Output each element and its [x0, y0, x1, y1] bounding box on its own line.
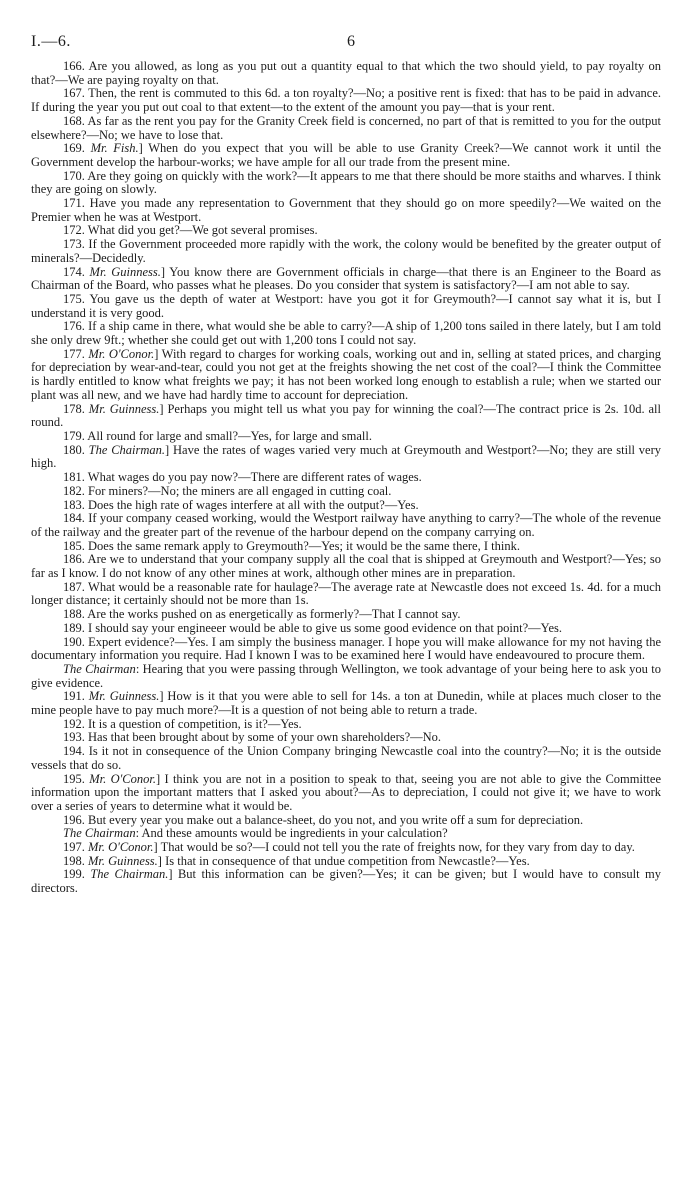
testimony-paragraph — [31, 553, 661, 580]
paragraph-text: 186. Are we to understand that your company supply all the coal that is shipped at Greymouth and Westport?—Yes; so far as I know. I do not know of any other mines at work, although other mines are in preparation. — [31, 552, 661, 581]
testimony-paragraph — [31, 224, 661, 238]
speaker-name: Mr. Guinness. — [88, 689, 160, 704]
testimony-paragraph — [31, 430, 661, 444]
page-number: 6 — [347, 33, 355, 50]
testimony-paragraph — [31, 608, 661, 622]
paragraph-text: ] But this information can be given?—Yes; it can be given; but I would have to consult my directors. — [31, 867, 662, 896]
paragraph-text: ] How is it that you were able to sell for 14s. a ton at Dunedin, while at places much closer to the mine people have to pay much more?—It is a question of not being able to return a trade. — [31, 689, 661, 718]
testimony-paragraph — [31, 238, 661, 265]
paragraph-text: 175. You gave us the depth of water at Westport: have you got it for Greymouth?—I cannot say what it is, but I understand it is very good. — [31, 291, 661, 320]
speaker-name: Mr. Fish. — [90, 141, 139, 156]
paragraph-text: 190. Expert evidence?—Yes. I am simply the business manager. I hope you will make allowance for my not having the documentary information you require. Had I known I was to be examined here I would have endeavoured to procure them. — [31, 634, 661, 663]
testimony-paragraph — [31, 855, 661, 869]
testimony-paragraph — [31, 320, 661, 347]
paragraph-text: 176. If a ship came in there, what would she be able to carry?—A ship of 1,200 tons sailed in there lately, but I am told she only drew 9ft.; whether she could get out with 1,200 tons I could not say. — [31, 319, 661, 348]
paragraph-text: ] With regard to charges for working coals, working out and in, selling at stated prices, and charging for depreciation by wear-and-tear, could you not get at the freights showing the net cost of the coal?—I think the Committee is hardly entitled to know what freights we pay; it has not been worked long enough to establish a rule; when we started our plant was all new, and we have had hardly time to account for depreciation. — [31, 346, 661, 402]
testimony-paragraph — [31, 663, 661, 690]
testimony-body — [31, 60, 661, 896]
testimony-paragraph — [31, 827, 661, 841]
paragraph-text: ] You know there are Government officials in charge—that there is an Engineer to the Board as Chairman of the Board, who passes what he pleases. Do you consider that system is satisfactory?—I am not able to say. — [31, 264, 661, 293]
testimony-paragraph — [31, 636, 661, 663]
testimony-paragraph — [31, 170, 661, 197]
testimony-paragraph — [31, 485, 661, 499]
paragraph-text: : Hearing that you were passing through Wellington, we took advantage of your being here to ask you to give evidence. — [31, 661, 662, 690]
paragraph-text: 172. What did you get?—We got several promises. — [63, 223, 318, 238]
paragraph-text: 168. As far as the rent you pay for the Granity Creek field is concerned, no part of that is remitted to you for the output elsewhere?—No; we have to lose that. — [31, 113, 661, 142]
question-number: 178. — [63, 401, 89, 416]
paragraph-text: 170. Are they going on quickly with the work?—It appears to me that there should be more staiths and wharves. I think they are going on slowly. — [31, 168, 661, 197]
testimony-paragraph — [31, 841, 661, 855]
testimony-paragraph — [31, 348, 661, 403]
paragraph-text: 193. Has that been brought about by some of your own shareholders?—No. — [63, 730, 442, 745]
paragraph-text: 181. What wages do you pay now?—There are different rates of wages. — [63, 470, 422, 485]
paragraph-text: 187. What would be a reasonable rate for haulage?—The average rate at Newcastle does not exceed 1s. 4d. for a much longer distance; it certainly should not be more than 1s. — [31, 579, 661, 608]
paragraph-text: 192. It is a question of competition, is it?—Yes. — [63, 716, 302, 731]
paragraph-text: ] Have the rates of wages varied very much at Greymouth and Westport?—No; they are still very high. — [31, 442, 662, 471]
testimony-paragraph — [31, 731, 661, 745]
paragraph-text: 173. If the Government proceeded more rapidly with the work, the colony would be benefited by the greater output of minerals?—Decidedly. — [31, 237, 661, 265]
question-number: 199. — [63, 867, 91, 882]
testimony-paragraph — [31, 471, 661, 485]
question-number: 191. — [63, 689, 89, 704]
testimony-paragraph — [31, 690, 661, 717]
paragraph-text: ] When do you expect that you will be able to use Granity Creek?—We cannot work it until the Government develop the harbour-works; we have ample for all our trade from the present mine. — [31, 141, 661, 169]
testimony-paragraph — [31, 814, 661, 828]
paragraph-text: 196. But every year you make out a balance-sheet, do you not, and you write off a sum for depreciation. — [63, 812, 584, 827]
paragraph-text: : And these amounts would be ingredients in your calculation? — [135, 826, 448, 841]
paragraph-text: ] That would be so?—I could not tell you the rate of freights now, for they vary from day to day. — [153, 840, 635, 855]
testimony-paragraph — [31, 115, 661, 142]
testimony-paragraph — [31, 197, 661, 224]
testimony-paragraph — [31, 773, 661, 814]
paragraph-text: 167. Then, the rent is commuted to this 6d. a ton royalty?—No; a positive rent is fixed: that has to be paid in advance. If during the year you put out coal to that extent—to the extent of the amount you pay—that is your rent. — [31, 86, 661, 115]
page-header — [31, 30, 661, 60]
testimony-paragraph — [31, 622, 661, 636]
testimony-paragraph — [31, 60, 661, 87]
paragraph-text: 179. All round for large and small?—Yes, for large and small. — [63, 428, 372, 443]
paragraph-text: ] Perhaps you might tell us what you pay for winning the coal?—The contract price is 2s. 10d. all round. — [31, 401, 662, 430]
testimony-paragraph — [31, 581, 661, 608]
paragraph-text: ] I think you are not in a position to speak to that, seeing you are not able to give the Committee information upon the important matters that I asked you about?—As to depreciation, I could not give it; we have to work over a series of years to determine what it would be. — [31, 771, 662, 813]
testimony-paragraph — [31, 512, 661, 539]
speaker-name: Mr. O'Conor. — [88, 346, 155, 361]
speaker-name: The Chairman. — [88, 442, 166, 457]
speaker-name: Mr. O'Conor. — [89, 771, 156, 786]
question-number: 174. — [63, 264, 90, 279]
question-number: 195. — [63, 771, 90, 786]
speaker-name: Mr. Guinness. — [88, 853, 158, 868]
question-number: 169. — [63, 141, 91, 156]
paragraph-text: 182. For miners?—No; the miners are all engaged in cutting coal. — [63, 483, 392, 498]
testimony-paragraph — [31, 403, 661, 430]
testimony-paragraph — [31, 293, 661, 320]
question-number: 197. — [63, 840, 88, 855]
paragraph-text: 188. Are the works pushed on as energetically as formerly?—That I cannot say. — [63, 607, 461, 622]
testimony-paragraph — [31, 444, 661, 471]
paragraph-text: 194. Is it not in consequence of the Union Company bringing Newcastle coal into the country?—No; it is the outside vessels that do so. — [31, 744, 661, 772]
testimony-paragraph — [31, 87, 661, 114]
speaker-name: Mr. O'Conor. — [88, 840, 154, 855]
paragraph-text: 166. Are you allowed, as long as you put out a quantity equal to that which the two should yield, to pay royalty on that?—We are paying royalty on that. — [31, 59, 661, 87]
speaker-name: Mr. Guinness. — [88, 401, 160, 416]
paragraph-text: 171. Have you made any representation to Government that they should go on more speedily?—We waited on the Premier when he was at Westport. — [31, 196, 661, 224]
testimony-paragraph — [31, 868, 661, 895]
paragraph-text: 189. I should say your engineeer would be able to give us some good evidence on that point?—Yes. — [63, 620, 562, 635]
paragraph-text: ] Is that in consequence of that undue competition from Newcastle?—Yes. — [157, 853, 530, 868]
speaker-name: Mr. Guinness. — [89, 264, 161, 279]
speaker-name: The Chairman — [63, 826, 136, 841]
paragraph-text: 183. Does the high rate of wages interfere at all with the output?—Yes. — [63, 497, 419, 512]
testimony-paragraph — [31, 142, 661, 169]
testimony-paragraph — [31, 499, 661, 513]
testimony-paragraph — [31, 266, 661, 293]
paragraph-text: 184. If your company ceased working, would the Westport railway have anything to carry?—The whole of the revenue of the railway and the greater part of the revenue of the harbour depend on the company carrying on. — [31, 511, 661, 539]
question-number: 180. — [63, 442, 89, 457]
speaker-name: The Chairman — [63, 661, 136, 676]
testimony-paragraph — [31, 718, 661, 732]
testimony-paragraph — [31, 745, 661, 772]
speaker-name: The Chairman. — [90, 867, 169, 882]
question-number: 198. — [63, 853, 88, 868]
document-reference: I.—6. — [31, 33, 71, 50]
testimony-paragraph — [31, 540, 661, 554]
paragraph-text: 185. Does the same remark apply to Greymouth?—Yes; it would be the same there, I think. — [63, 538, 520, 553]
question-number: 177. — [63, 346, 89, 361]
